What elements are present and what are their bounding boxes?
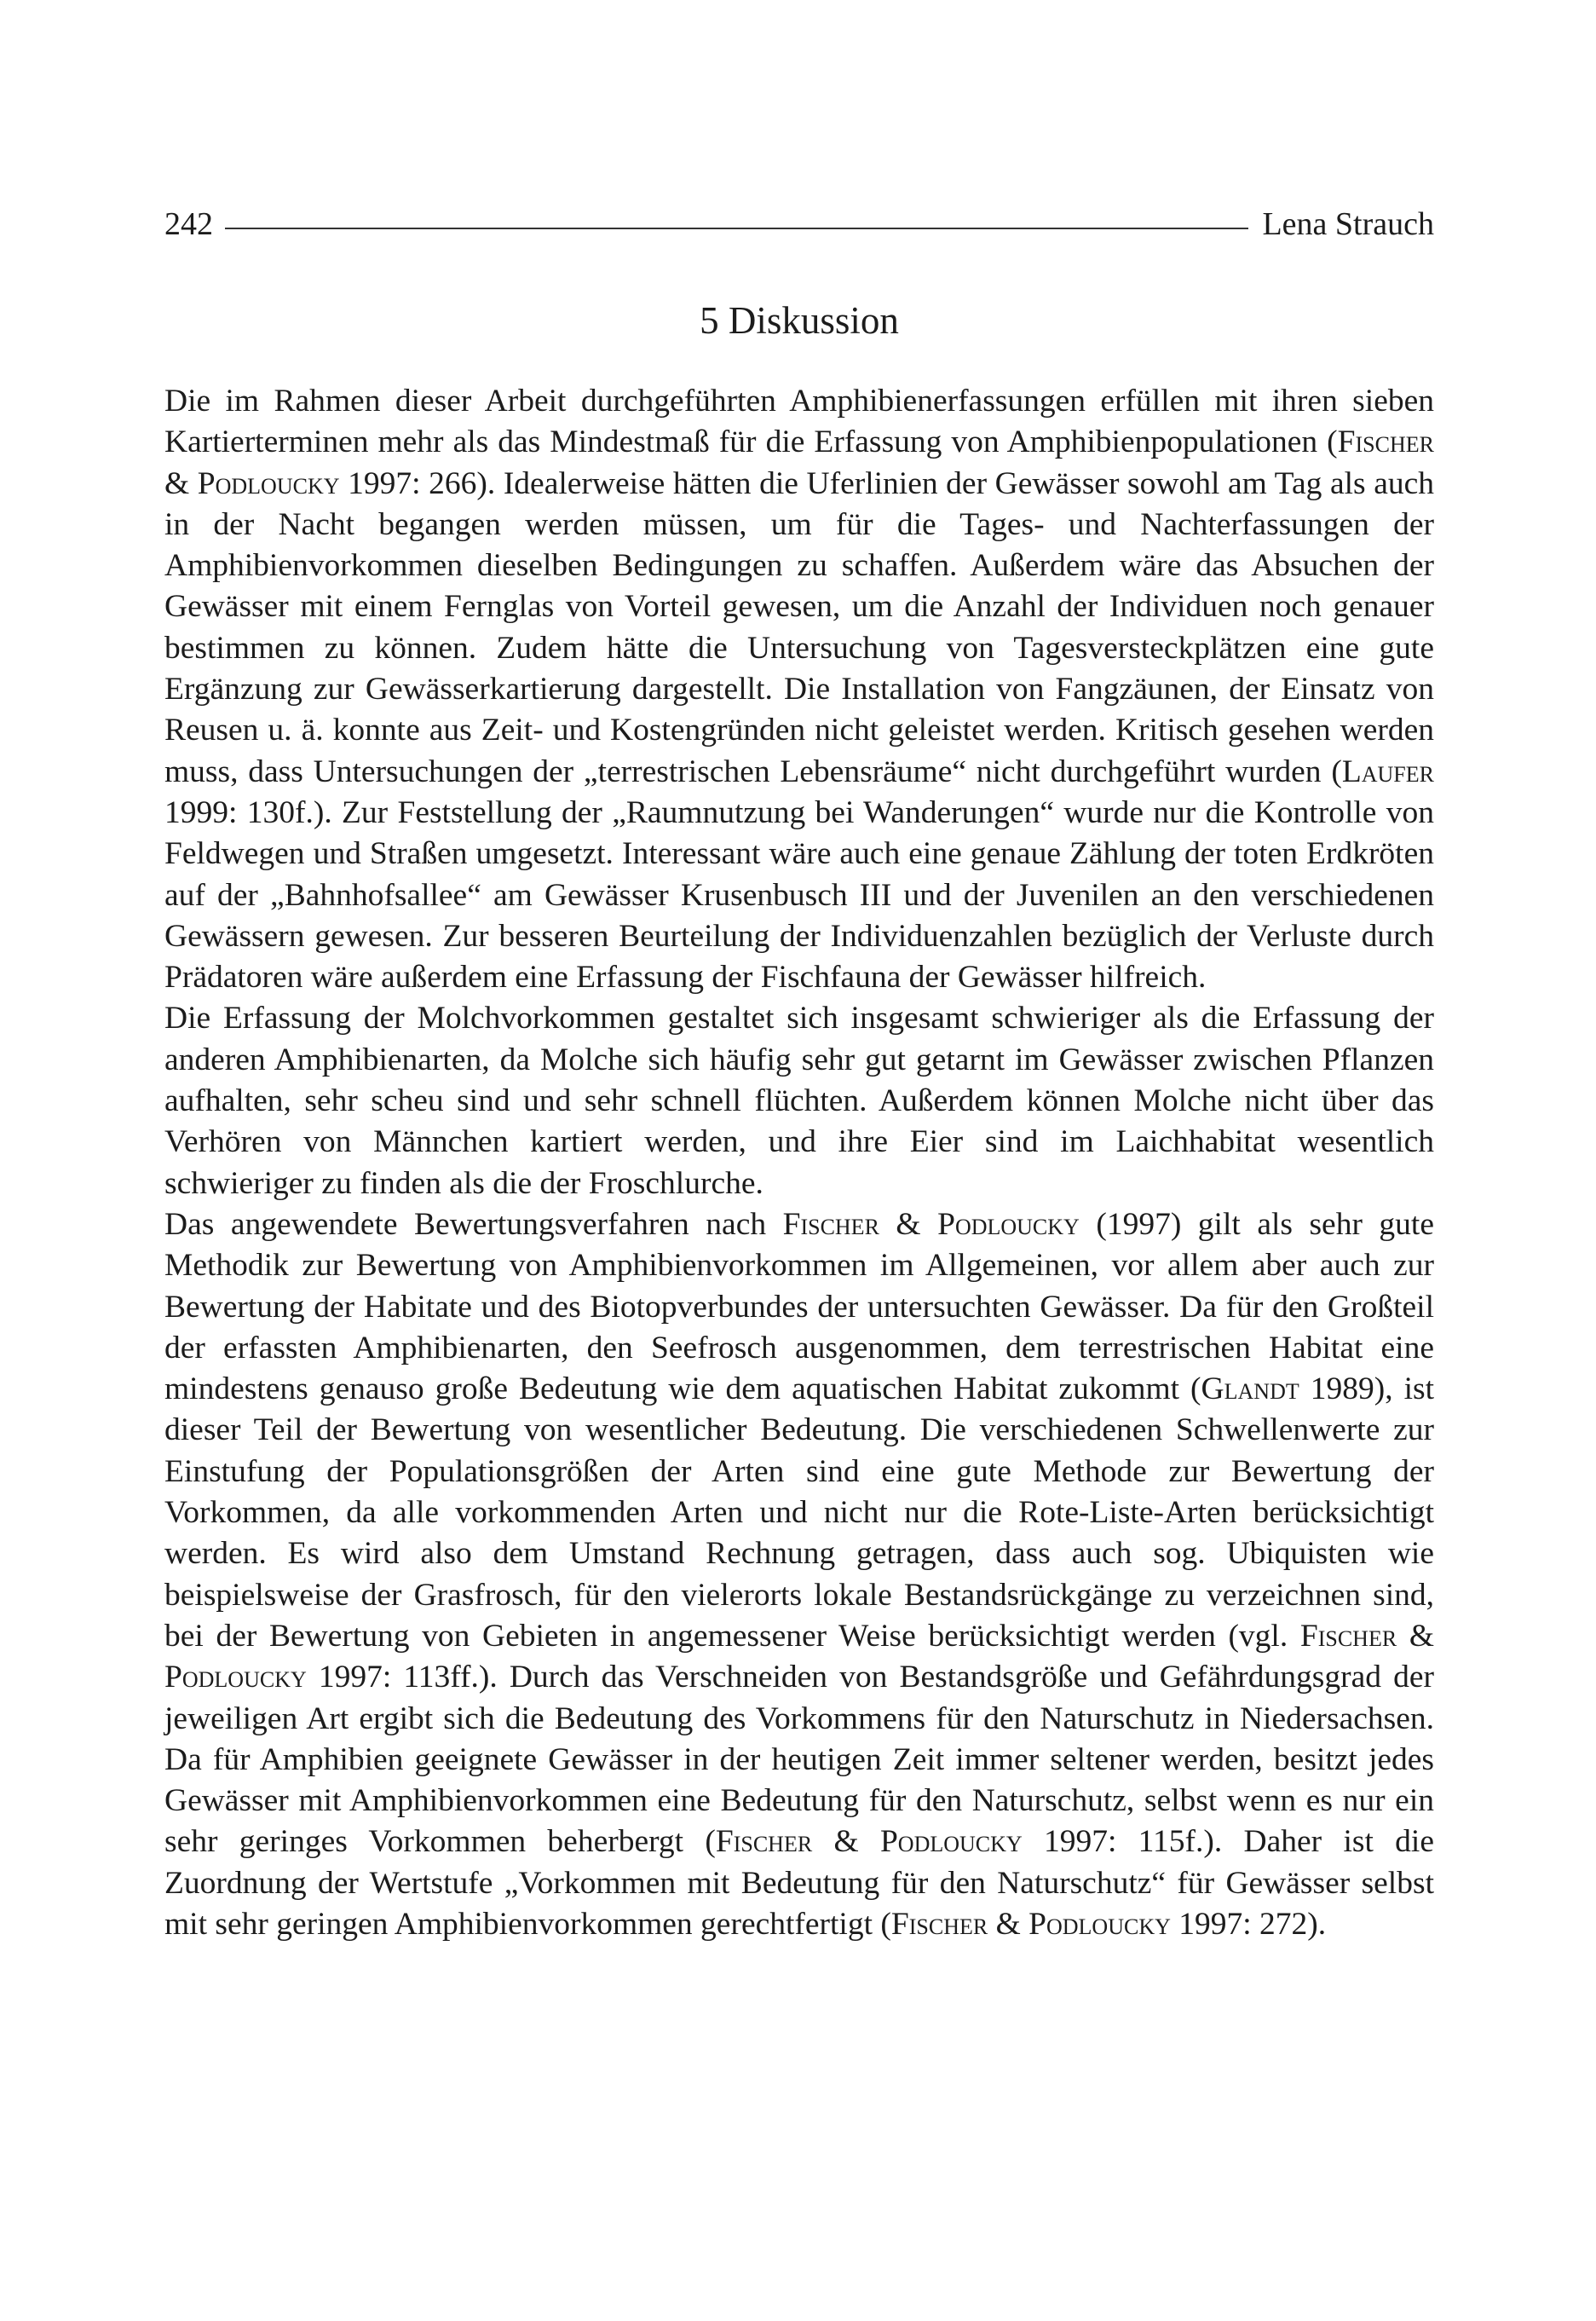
text-run: & [988, 1906, 1029, 1942]
author-citation: Glandt [1201, 1371, 1299, 1407]
paragraph-1 [164, 381, 1434, 998]
author-citation: Fischer [1299, 1618, 1397, 1654]
author-citation: Laufer [1341, 753, 1434, 789]
author-citation: Fischer [782, 1206, 879, 1242]
header-rule [225, 228, 1248, 229]
text-run: (1997) gilt als sehr gute Methodik zur Bewertung von Amphibienvorkommen im Allgemeinen, vor allem aber auch zur Bewertung der Habitate und des Biotopverbundes der untersuchten Gewässer. Da für den Großteil der erfassten Amphibienarten, den Seefrosch ausgenommen, dem terrestrischen Habitat eine mindestens genauso große Bedeutung wie dem aquatischen Habitat zukommt ( [164, 1206, 1434, 1407]
text-run: 1997: 272). [1170, 1906, 1327, 1942]
text-run: & [1397, 1618, 1434, 1654]
running-head [164, 194, 1434, 240]
author-citation: Fischer [715, 1824, 813, 1860]
section-heading: 5 Diskussion [700, 299, 899, 342]
author-name: Lena Strauch [1262, 206, 1434, 242]
text-run: Das angewendete Bewertungsverfahren nach [164, 1206, 783, 1242]
author-citation: Podloucky [164, 1660, 307, 1695]
author-citation: Fischer [1337, 424, 1434, 460]
text-run: Die im Rahmen dieser Arbeit durchgeführten Amphibienerfassungen erfüllen mit ihren sieben Kartierterminen mehr als das Mindestmaß für die Erfassung von Amphibienpopulationen ( [164, 384, 1434, 460]
author-citation: Podloucky [197, 465, 340, 501]
text-run: & [164, 465, 198, 501]
text-run: Die Erfassung der Molchvorkommen gestaltet sich insgesamt schwieriger als die Erfassung der anderen Amphibienarten, da Molche sich häufig sehr gut getarnt im Gewässer zwischen Pflanzen aufhalten, sehr scheu sind und sehr schnell flüchten. Außerdem können Molche nicht über das Verhören von Männchen kartiert werden, und ihre Eier sind im Laichhabitat wesentlich schwieriger zu finden als die der Froschlurche. [164, 1001, 1434, 1201]
author-citation: Fischer [890, 1906, 988, 1942]
paragraph-2 [164, 998, 1434, 1204]
text-run: 1997: 266). Idealerweise hätten die Uferlinien der Gewässer sowohl am Tag als auch in der Nacht begangen werden müssen, um für die Tages- und Nachterfassungen der Amphibienvorkommen dieselben Bedingungen zu schaffen. Außerdem wäre das Absuchen der Gewässer mit einem Fernglas von Vorteil gewesen, um die Anzahl der Individuen noch genauer bestimmen zu können. Zudem hätte die Untersuchung von Tagesversteckplätzen eine gute Ergänzung zur Gewässerkartierung dargestellt. Die Installation von Fangzäunen, der Einsatz von Reusen u. ä. konnte aus Zeit- und Kostengründen nicht geleistet werden. Kritisch gesehen werden muss, dass Untersuchungen der „terrestrischen Lebensräume“ nicht durchgeführt wurden ( [164, 465, 1434, 789]
body-text [164, 381, 1434, 1945]
text-run: & [812, 1824, 880, 1860]
author-citation: Podloucky [937, 1206, 1080, 1242]
text-run: 1989), ist dieser Teil der Bewertung von wesentlicher Bedeutung. Die verschiedenen Schwellenwerte zur Einstufung der Populationsgrößen der Arten sind eine gute Methode zur Bewertung der Vorkommen, da alle vorkommenden Arten und nicht nur die Rote-Liste-Arten berücksichtigt werden. Es wird also dem Umstand Rechnung getragen, dass auch sog. Ubiquisten wie beispielsweise der Grasfrosch, für den vielerorts lokale Bestandsrückgänge zu verzeichnen sind, bei der Bewertung von Gebieten in angemessener Weise berücksichtigt werden (vgl. [164, 1371, 1434, 1654]
page-number: 242 [164, 206, 213, 242]
text-run: 1997: 115f.). Daher ist die Zuordnung der Wertstufe „Vorkommen mit Bedeutung für den Naturschutz“ für Gewässer selbst mit sehr geringen Amphibienvorkommen gerechtfertigt ( [164, 1824, 1434, 1942]
text-run: & [879, 1206, 938, 1242]
author-citation: Podloucky [879, 1824, 1023, 1860]
text-run: 1999: 130f.). Zur Feststellung der „Raumnutzung bei Wanderungen“ wurde nur die Kontrolle von Feldwegen und Straßen umgesetzt. Interessant wäre auch eine genaue Zählung der toten Erdkröten auf der „Bahnhofsallee“ am Gewässer Krusenbusch III und der Juvenilen an den verschiedenen Gewässern gewesen. Zur besseren Beurteilung der Individuenzahlen bezüglich der Verluste durch Prädatoren wäre außerdem eine Erfassung der Fischfauna der Gewässer hilfreich. [164, 794, 1434, 996]
paragraph-3 [164, 1204, 1434, 1945]
author-citation: Podloucky [1028, 1906, 1171, 1942]
text-run: 1997: 113ff.). Durch das Verschneiden von Bestandsgröße und Gefährdungsgrad der jeweiligen Art ergibt sich die Bedeutung des Vorkommens für den Naturschutz in Niedersachsen. Da für Amphibien geeignete Gewässer in der heutigen Zeit immer seltener werden, besitzt jedes Gewässer mit Amphibienvorkommen eine Bedeutung für den Naturschutz, selbst wenn es nur ein sehr geringes Vorkommen beherbergt ( [164, 1660, 1434, 1860]
